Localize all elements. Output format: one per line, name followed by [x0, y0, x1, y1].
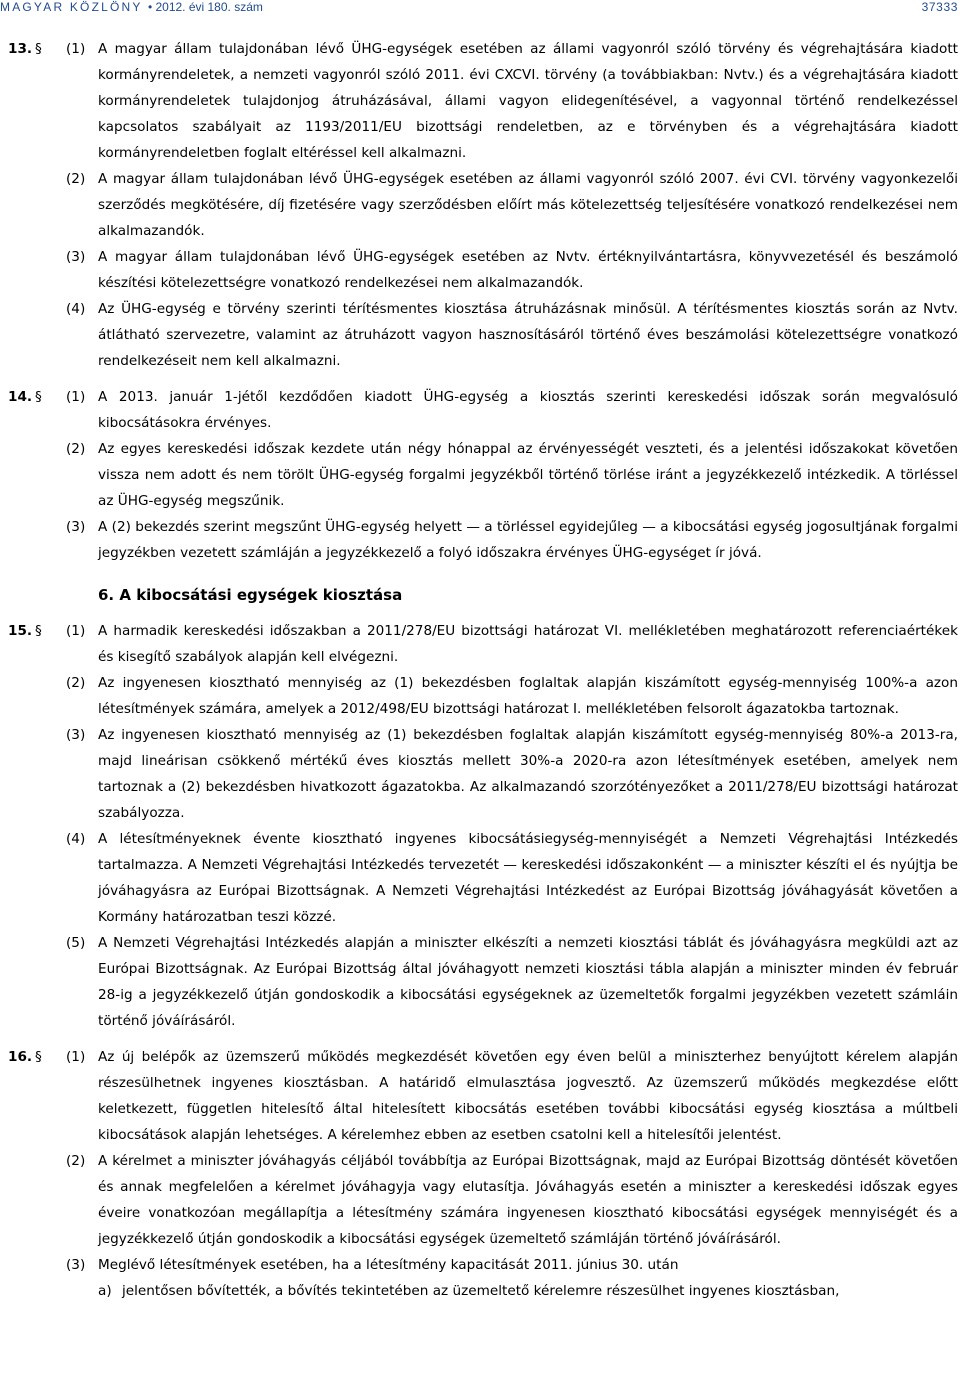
subpoint-letter: a) [98, 1283, 112, 1299]
section-sign: § [35, 41, 42, 57]
section-16 [8, 1044, 958, 1304]
paragraph-text: A magyar állam tulajdonában lévő ÜHG-egységek esetében az állami vagyonról szóló törvény és végrehajtására kiadott kormányrendeletek, a nemzeti vagyonról szóló 2011. évi CXCVI. törvény (a továbbiakban: Nvtv.) és a végrehajtására kiadott kormányrendeletek tulajdonjog átruházásával, állami vagyon elidegenítésével, a vagyonnal történő rendelkezéssel kapcsolatos szabályait az 1193/2011/EU bizottsági rendeletben, az e törvényben és a végrehajtására kiadott kormányrendeletben foglalt eltéréssel kell alkalmazni. [98, 41, 958, 161]
paragraph-number: (5) [66, 935, 86, 951]
paragraph-text: Az ingyenesen kiosztható mennyiség az (1) bekezdésben foglaltak alapján kiszámított egység-mennyiség 80%-a 2013-ra, majd lineárisan csökkenő mértékű éves kiosztás mellett 30%-a 2020-ra azon létesítmények esetében, amelyek nem tartoznak a (2) bekezdésben hivatkozott ágazatokba. Az alkalmazandó szorzótényezőket a 2011/278/EU bizottsági határozat szabályozza. [98, 727, 958, 821]
paragraph-text: A kérelmet a miniszter jóváhagyás céljából továbbítja az Európai Bizottságnak, majd az Európai Bizottság döntését követően és annak megfelelően a kérelmet jóváhagyja vagy elutasítja. Jóváhagyás esetén a miniszter a kereskedési időszak egyes éveire vonatkozóan megállapítja a létesítmény számára ingyenesen kiosztható kibocsátási egységek mennyiségét és a jegyzékkezelő útján gondoskodik a kibocsátási egységek üzemeltető számláján történő jóváírásáról. [98, 1153, 958, 1247]
section-15 [8, 618, 958, 1034]
paragraph-number: (2) [66, 441, 86, 457]
paragraph-text: A (2) bekezdés szerint megszűnt ÜHG-egység helyett — a törléssel egyidejűleg — a kibocsátási egység jogosultjának forgalmi jegyzékben vezetett számláján a jegyzékkezelő a folyó időszakra érvényes ÜHG-egységet ír jóvá. [98, 519, 958, 561]
page-number: 37333 [921, 0, 958, 14]
paragraph-number: (1) [66, 623, 86, 639]
section-sign: § [35, 623, 42, 639]
paragraph [8, 436, 958, 514]
section-number: 15. [8, 623, 33, 639]
paragraph [8, 930, 958, 1034]
paragraph-text: A létesítményeknek évente kiosztható ingyenes kibocsátásiegység-mennyiségét a Nemzeti Végrehajtási Intézkedés tartalmazza. A Nemzeti Végrehajtási Intézkedés tervezetét — kereskedési időszakonként — a miniszter készíti el és nyújtja be jóváhagyásra az Európai Bizottságnak. A Nemzeti Végrehajtási Intézkedést az Európai Bizottság jóváhagyását követően a Kormány határozatban teszi közzé. [98, 831, 958, 925]
paragraph-text: A harmadik kereskedési időszakban a 2011/278/EU bizottsági határozat VI. mellékletében meghatározott referenciaértékek és kisegítő szabályok alapján kell elvégezni. [98, 623, 958, 665]
paragraph-text: Az ingyenesen kiosztható mennyiség az (1) bekezdésben foglaltak alapján kiszámított egység-mennyiség 100%-a azon létesítmények számára, amelyek a 2012/498/EU bizottsági határozat I. mellékletében felsorolt ágazatokba tartoznak. [98, 675, 958, 717]
paragraph-text: A magyar állam tulajdonában lévő ÜHG-egységek esetében az állami vagyonról szóló 2007. évi CVI. törvény vagyonkezelői szerződés megkötésére, díj fizetésére vagy szerződésben előírt más kötelezettség teljesítésére vonatkozó rendelkezései nem alkalmazandók. [98, 171, 958, 239]
paragraph [8, 244, 958, 296]
paragraph [8, 1044, 958, 1148]
paragraph [8, 722, 958, 826]
paragraph-text: Az egyes kereskedési időszak kezdete után négy hónappal az érvényességét veszteti, és a jelentési időszakokat követően vissza nem adott és nem törölt ÜHG-egység forgalmi jegyzékből történő törlése iránt a jegyzékkezelő intézkedik. A törléssel az ÜHG-egység megszűnik. [98, 441, 958, 509]
paragraph-number: (2) [66, 675, 86, 691]
paragraph-number: (2) [66, 171, 86, 187]
paragraph [8, 514, 958, 566]
paragraph-number: (1) [66, 41, 86, 57]
paragraph [8, 1252, 958, 1278]
section-sign: § [35, 389, 42, 405]
subpoint-text: jelentősen bővítették, a bővítés tekintetében az üzemeltető kérelemre részesülhet ingyenes kiosztásban, [122, 1283, 840, 1299]
chapter-title: 6. A kibocsátási egységek kiosztása [98, 586, 403, 604]
paragraph [8, 826, 958, 930]
paragraph-number: (4) [66, 831, 86, 847]
section-number: 13. [8, 41, 33, 57]
section-number: 16. [8, 1049, 33, 1065]
paragraph-text: Az új belépők az üzemszerű működés megkezdését követően egy éven belül a miniszterhez benyújtott kérelem alapján részesülhetnek ingyenes kiosztásban. A határidő elmulasztása jogvesztő. Az üzemszerű működés megkezdése előtt keletkezett, független hitelesítő által hitelesített kibocsátás esetében további kibocsátási egység kiosztása a múltbeli kibocsátások alapján lehetséges. A kérelemhez ebben az esetben csatolni kell a hitelesítői jelentést. [98, 1049, 958, 1143]
paragraph-text: Az ÜHG-egység e törvény szerinti térítésmentes kiosztása átruházásnak minősül. A térítésmentes kiosztás során az Nvtv. átlátható szervezetre, valamint az átruházott vagyon hasznosításáról történő éves beszámolási kötelezettségre vonatkozó rendelkezéseit nem kell alkalmazni. [98, 301, 958, 369]
paragraph-number: (3) [66, 1257, 86, 1273]
paragraph-number: (3) [66, 249, 86, 265]
section-13 [8, 36, 958, 374]
subpoint [8, 1278, 958, 1304]
paragraph [8, 1148, 958, 1252]
paragraph-text: A Nemzeti Végrehajtási Intézkedés alapján a miniszter elkészíti a nemzeti kiosztási táblát és jóváhagyásra megküldi azt az Európai Bizottságnak. Az Európai Bizottság által jóváhagyott nemzeti kiosztási tábla alapján a miniszter minden év február 28-ig a jegyzékkezelő útján gondoskodik a kibocsátási egységeknek az üzemeltetők forgalmi jegyzékben vezetett számláin történő jóváírásáról. [98, 935, 958, 1029]
document-body [8, 36, 958, 1304]
paragraph-number: (1) [66, 389, 86, 405]
paragraph-number: (3) [66, 727, 86, 743]
section-number: 14. [8, 389, 33, 405]
paragraph-number: (1) [66, 1049, 86, 1065]
paragraph [8, 618, 958, 670]
paragraph [8, 670, 958, 722]
paragraph [8, 296, 958, 374]
paragraph-number: (2) [66, 1153, 86, 1169]
paragraph [8, 166, 958, 244]
paragraph-text: Meglévő létesítmények esetében, ha a létesítmény kapacitását 2011. június 30. után [98, 1257, 679, 1273]
journal-title: MAGYAR KÖZLÖNY • 2012. évi 180. szám [0, 0, 263, 14]
paragraph-number: (4) [66, 301, 86, 317]
paragraph-number: (3) [66, 519, 86, 535]
section-sign: § [35, 1049, 42, 1065]
paragraph-text: A 2013. január 1-jétől kezdődően kiadott ÜHG-egység a kiosztás szerinti kereskedési időszak során megvalósuló kibocsátásokra érvényes. [98, 389, 958, 431]
paragraph-text: A magyar állam tulajdonában lévő ÜHG-egységek esetében az Nvtv. értéknyilvántartásra, könyvvezetésél és beszámoló készítési kötelezettségre vonatkozó rendelkezései nem alkalmazandók. [98, 249, 958, 291]
paragraph [8, 384, 958, 436]
paragraph [8, 36, 958, 166]
section-14 [8, 384, 958, 566]
page-header [0, 0, 960, 14]
